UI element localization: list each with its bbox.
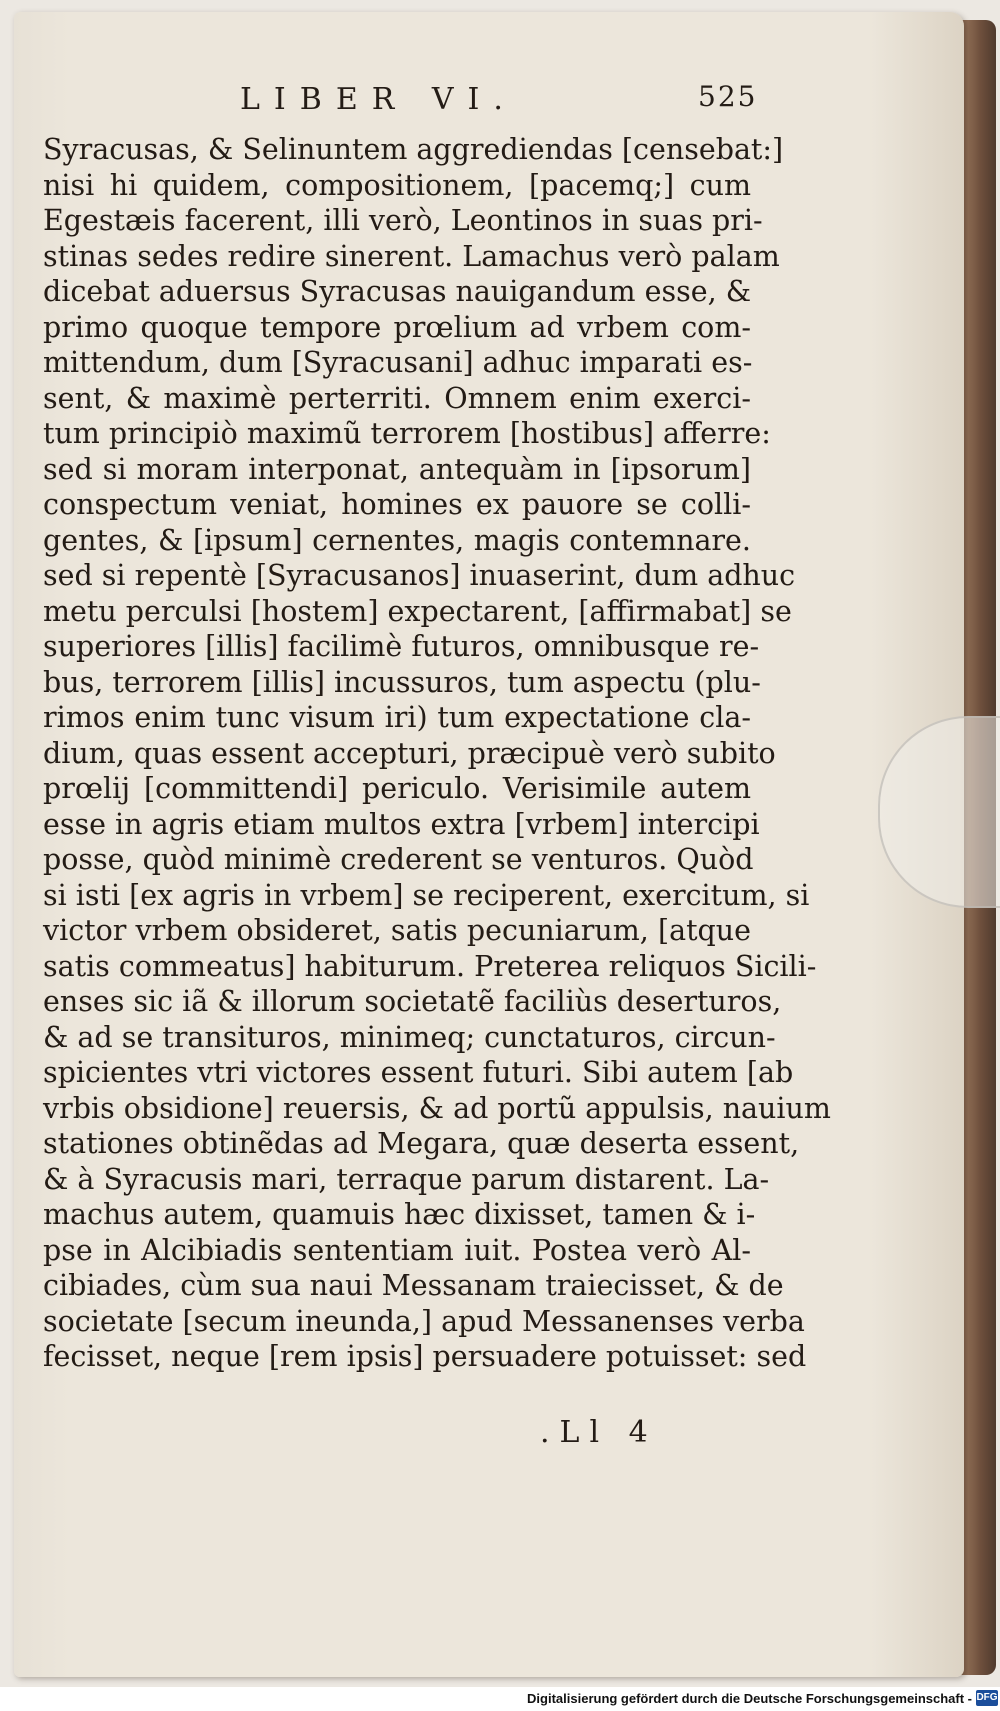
running-head: LIBER VI. <box>240 82 517 117</box>
text-line: stinas sedes redire sinerent. Lamachus verò palam <box>43 239 780 273</box>
text-line: pse in Alcibiadis sententiam iuit. Postea verò Al- <box>43 1233 751 1267</box>
text-line: societate [secum ineunda,] apud Messanenses verba <box>43 1304 805 1338</box>
text-line: machus autem, quamuis hæc dixisset, tamen & i- <box>43 1198 756 1231</box>
text-line: esse in agris etiam multos extra [vrbem] intercipi <box>43 807 760 841</box>
text-line: sent, & maximè perterriti. Omnem enim exerci- <box>43 381 751 415</box>
text-line: metu perculsi [hostem] expectarent, [affirmabat] se <box>43 594 792 628</box>
text-line: enses sic iã & illorum societatẽ faciliùs deserturos, <box>43 985 782 1018</box>
text-line: mittendum, dum [Syracusani] adhuc imparati es- <box>43 346 753 379</box>
text-line: & ad se transituros, minimeq; cunctaturos, circun- <box>43 1020 776 1054</box>
text-line: Egestæis facerent, illi verò, Leontinos in suas pri- <box>43 204 763 237</box>
page-number: 525 <box>698 80 758 113</box>
text-line: vrbis obsidione] reuersis, & ad portũ appulsis, nauium <box>43 1091 831 1125</box>
text-line: gentes, & [ipsum] cernentes, magis contemnare. <box>43 523 751 557</box>
text-line: & à Syracusis mari, terraque parum distarent. La- <box>43 1162 770 1196</box>
text-line: posse, quòd minimè crederent se venturos. Quòd <box>43 843 754 876</box>
text-line: sed si moram interponat, antequàm in [ipsorum] <box>43 452 751 486</box>
text-line: sed si repentè [Syracusanos] inuaserint, dum adhuc <box>43 559 796 592</box>
text-line: prœlij [committendi] periculo. Verisimile autem <box>43 772 751 805</box>
signature-mark: .Ll 4 <box>540 1415 658 1450</box>
text-line: dicebat aduersus Syracusas nauigandum esse, & <box>43 275 752 308</box>
text-line: victor vrbem obsideret, satis pecuniarum, [atque <box>43 914 751 947</box>
text-line: dium, quas essent accepturi, præcipuè verò subito <box>43 736 776 770</box>
text-line: conspectum veniat, homines ex pauore se colli- <box>43 488 751 521</box>
credit-text: Digitalisierung gefördert durch die Deutsche Forschungsgemeinschaft - <box>527 1691 972 1706</box>
text-line: si isti [ex agris in vrbem] se reciperent, exercitum, si <box>43 878 810 912</box>
body-text <box>43 132 831 1375</box>
text-line: fecisset, neque [rem ipsis] persuadere potuisset: sed <box>43 1340 807 1373</box>
text-line: Syracusas, & Selinuntem aggrediendas [censebat:] <box>43 133 784 166</box>
dfg-logo: DFG <box>976 1690 998 1706</box>
text-line: satis commeatus] habiturum. Preterea reliquos Sicili- <box>43 949 817 983</box>
text-line: cibiades, cùm sua naui Messanam traiecisset, & de <box>43 1269 784 1302</box>
text-line: stationes obtinẽdas ad Megara, quæ deserta essent, <box>43 1127 800 1160</box>
text-line: superiores [illis] facilimè futuros, omnibusque re- <box>43 630 760 663</box>
credit-bar <box>0 1687 1000 1711</box>
text-line: tum principiò maximũ terrorem [hostibus] afferre: <box>43 417 771 450</box>
text-line: rimos enim tunc visum iri) tum expectatione cla- <box>43 701 751 734</box>
text-line: nisi hi quidem, compositionem, [pacemq;] cum <box>43 168 751 202</box>
text-line: bus, terrorem [illis] incussuros, tum aspectu (plu- <box>43 665 761 699</box>
text-line: spicientes vtri victores essent futuri. Sibi autem [ab <box>43 1056 794 1089</box>
text-line: primo quoque tempore prœlium ad vrbem com- <box>43 310 751 344</box>
